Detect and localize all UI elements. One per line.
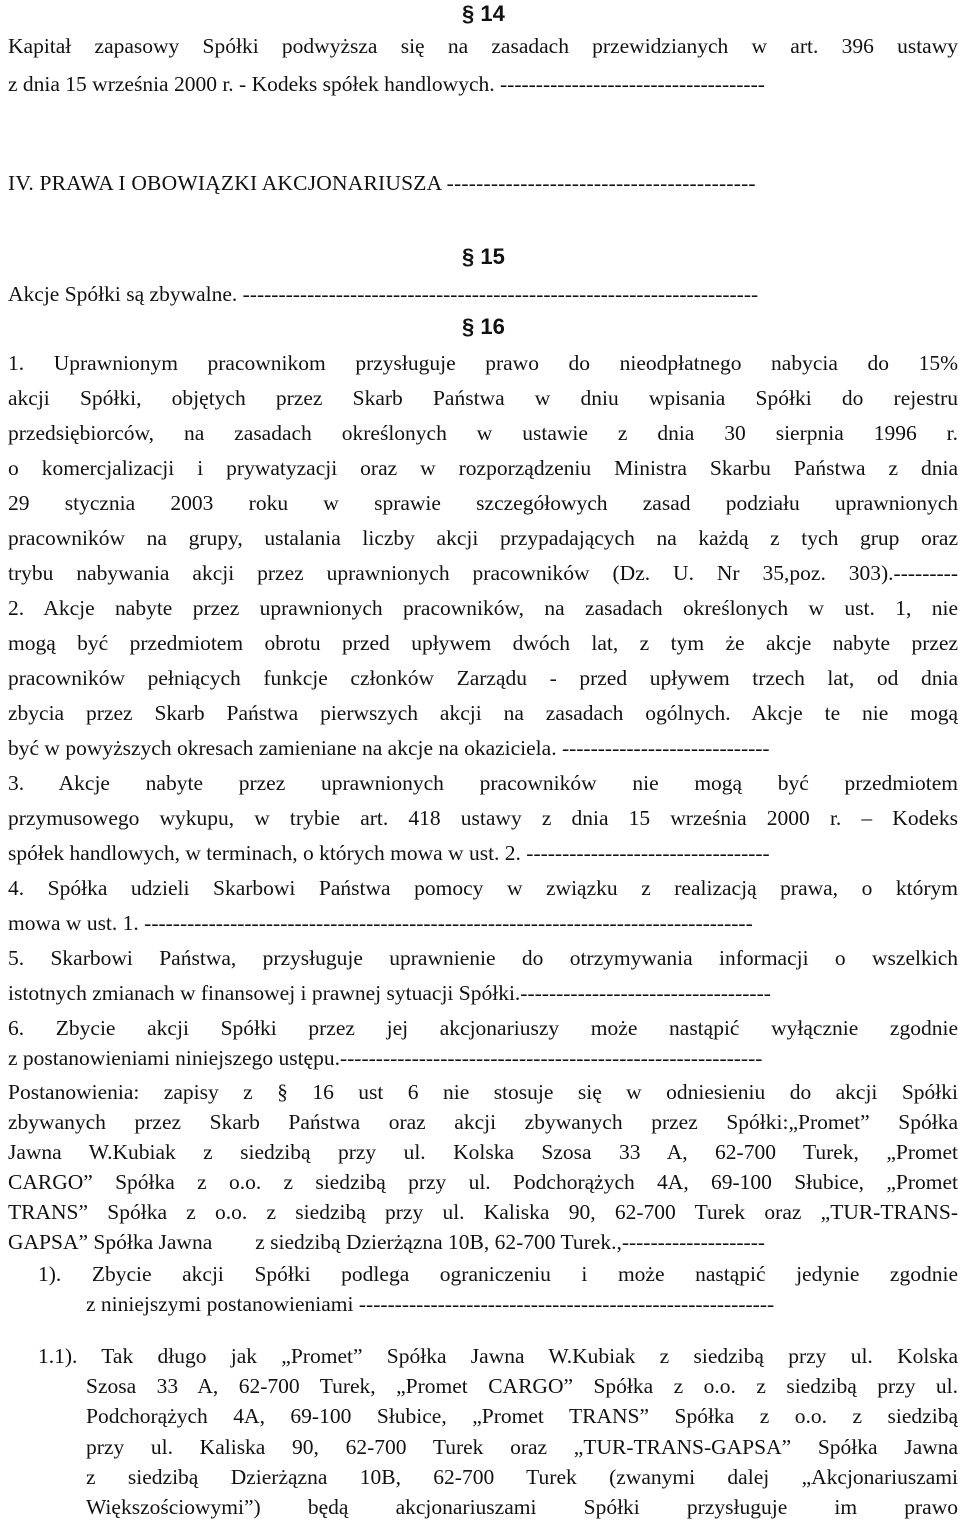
list-item-line: 1.1). Tak długo jak „Promet” Spółka Jawna W.Kubiak z siedzibą przy ul. Kolska bbox=[38, 1344, 958, 1368]
paragraph-line: z postanowieniami niniejszego ustępu.----------------------------------------------------------- bbox=[8, 1046, 763, 1070]
list-item-line: przy ul. Kaliska 90, 62-700 Turek oraz „TUR-TRANS-GAPSA” Spółka Jawna bbox=[86, 1435, 958, 1459]
paragraph-line: 1. Uprawnionym pracownikom przysługuje prawo do nieodpłatnego nabycia do 15% bbox=[8, 351, 958, 375]
paragraph-line: 6. Zbycie akcji Spółki przez jej akcjonariuszy może nastąpić wyłącznie zgodnie bbox=[8, 1016, 958, 1040]
paragraph-line: mogą być przedmiotem obrotu przed upływem dwóch lat, z tym że akcje nabyte przez bbox=[8, 631, 958, 655]
section-14-heading: § 14 bbox=[462, 1, 505, 26]
section-15-heading: § 15 bbox=[462, 244, 505, 269]
paragraph-line: Postanowienia: zapisy z § 16 ust 6 nie stosuje się w odniesieniu do akcji Spółki bbox=[8, 1080, 958, 1104]
paragraph-line: 4. Spółka udzieli Skarbowi Państwa pomocy w związku z realizacją prawa, o którym bbox=[8, 876, 958, 900]
list-item-line: Szosa 33 A, 62-700 Turek, „Promet CARGO” Spółka z o.o. z siedzibą przy ul. bbox=[86, 1374, 958, 1398]
paragraph-line: o komercjalizacji i prywatyzacji oraz w rozporządzeniu Ministra Skarbu Państwa z dnia bbox=[8, 456, 958, 480]
paragraph-line: z dnia 15 września 2000 r. - Kodeks spółek handlowych. ------------------------------------- bbox=[8, 72, 765, 96]
paragraph-line: istotnych zmianach w finansowej i prawnej sytuacji Spółki.----------------------------------- bbox=[8, 981, 771, 1005]
paragraph-line: spółek handlowych, w terminach, o których mowa w ust. 2. ---------------------------------- bbox=[8, 841, 770, 865]
paragraph-line: pracowników pełniących funkcje członków Zarządu - przed upływem trzech lat, od dnia bbox=[8, 666, 958, 690]
paragraph-line: przymusowego wykupu, w trybie art. 418 ustawy z dnia 15 września 2000 r. – Kodeks bbox=[8, 806, 958, 830]
list-item-line: 1). Zbycie akcji Spółki podlega ograniczeniu i może nastąpić jedynie zgodnie bbox=[38, 1262, 958, 1286]
list-item-line: Podchorążych 4A, 69-100 Słubice, „Promet TRANS” Spółka z o.o. z siedzibą bbox=[86, 1404, 958, 1428]
paragraph-line: 5. Skarbowi Państwa, przysługuje uprawnienie do otrzymywania informacji o wszelkich bbox=[8, 946, 958, 970]
paragraph-line: pracowników na grupy, ustalania liczby akcji przypadających na każdą z tych grup oraz bbox=[8, 526, 958, 550]
list-item-line: z niniejszymi postanowieniami ---------------------------------------------------------- bbox=[86, 1292, 775, 1316]
paragraph-line: być w powyższych okresach zamieniane na akcje na okaziciela. ----------------------------- bbox=[8, 736, 770, 760]
paragraph-line: przedsiębiorców, na zasadach określonych w ustawie z dnia 30 sierpnia 1996 r. bbox=[8, 421, 958, 445]
paragraph-line: mowa w ust. 1. ------------------------------------------------------------------------------------- bbox=[8, 911, 753, 935]
paragraph-line: zbycia przez Skarb Państwa pierwszych akcji na zasadach ogólnych. Akcje te nie mogą bbox=[8, 701, 958, 725]
paragraph-line: GAPSA” Spółka Jawna z siedzibą Dzierżązna 10B, 62-700 Turek.,-------------------- bbox=[8, 1230, 766, 1254]
list-item-line: Większościowymi”) będą akcjonariuszami Spółki przysługuje im prawo bbox=[86, 1495, 958, 1519]
list-item-line: z siedzibą Dzierżązna 10B, 62-700 Turek (zwanymi dalej „Akcjonariuszami bbox=[86, 1465, 958, 1489]
paragraph-line: akcji Spółki, objętych przez Skarb Państwa w dniu wpisania Spółki do rejestru bbox=[8, 386, 958, 410]
paragraph-line: 2. Akcje nabyte przez uprawnionych pracowników, na zasadach określonych w ust. 1, nie bbox=[8, 596, 958, 620]
paragraph-line: Jawna W.Kubiak z siedzibą przy ul. Kolska Szosa 33 A, 62-700 Turek, „Promet bbox=[8, 1140, 958, 1164]
paragraph-line: 29 stycznia 2003 roku w sprawie szczegółowych zasad podziału uprawnionych bbox=[8, 491, 958, 515]
paragraph-line: Akcje Spółki są zbywalne. ------------------------------------------------------------------------ bbox=[8, 282, 759, 306]
paragraph-line: Kapitał zapasowy Spółki podwyższa się na zasadach przewidzianych w art. 396 ustawy bbox=[8, 34, 958, 58]
chapter-heading: IV. PRAWA I OBOWIĄZKI AKCJONARIUSZA ------------------------------------------ bbox=[8, 171, 756, 195]
paragraph-line: TRANS” Spółka z o.o. z siedzibą przy ul. Kaliska 90, 62-700 Turek oraz „TUR-TRANS- bbox=[8, 1200, 958, 1224]
paragraph-line: CARGO” Spółka z o.o. z siedzibą przy ul. Podchorążych 4A, 69-100 Słubice, „Promet bbox=[8, 1170, 958, 1194]
paragraph-line: 3. Akcje nabyte przez uprawnionych pracowników nie mogą być przedmiotem bbox=[8, 771, 958, 795]
section-16-heading: § 16 bbox=[462, 314, 505, 339]
paragraph-line: trybu nabywania akcji przez uprawnionych pracowników (Dz. U. Nr 35,poz. 303).--------- bbox=[8, 561, 958, 585]
paragraph-line: zbywanych przez Skarb Państwa oraz akcji zbywanych przez Spółki:„Promet” Spółka bbox=[8, 1110, 958, 1134]
